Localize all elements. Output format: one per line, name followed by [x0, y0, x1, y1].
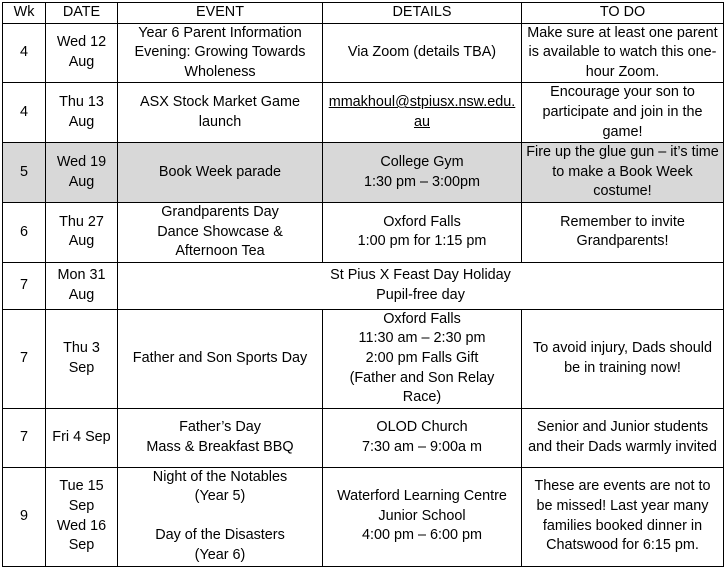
event-line: (Year 6) [194, 547, 246, 564]
cell-event [118, 467, 323, 566]
email-link[interactable]: mmakhoul@stpiusx.nsw.edu.au [328, 94, 516, 130]
event-line: Father’s Day [179, 419, 261, 436]
details-line: 2:00 pm Falls Gift [365, 349, 479, 366]
details-line: 4:00 pm – 6:00 pm [362, 527, 482, 544]
cell-date: Fri 4 Sep [46, 408, 118, 467]
event-line: Father and Son Sports Day [132, 349, 308, 366]
cell-details [323, 202, 522, 262]
date-line: Tue 15 Sep [59, 478, 104, 515]
event-line: Book Week parade [158, 163, 282, 180]
cell-wk: 6 [3, 202, 46, 262]
details-line: Junior School [378, 507, 466, 524]
event-line: Grandparents Day [161, 203, 279, 220]
event-line: Day of the Disasters [155, 527, 285, 544]
event-line: Evening: Growing Towards [134, 44, 306, 61]
cell-date: Thu 13 Aug [46, 83, 118, 143]
cell-date: Mon 31 Aug [46, 262, 118, 309]
details-line: 7:30 am – 9:00a m [362, 438, 482, 455]
cell-todo: Encourage your son to participate and join in the game! [522, 83, 724, 143]
table-row [3, 143, 724, 203]
spacer [121, 507, 319, 527]
cell-details [323, 143, 522, 203]
cell-date [46, 467, 118, 566]
cell-todo: To avoid injury, Dads should be in training now! [522, 309, 724, 408]
event-line: ASX Stock Market Game [140, 94, 300, 111]
date-line: Wed 16 Sep [56, 517, 107, 554]
details-line: Oxford Falls [383, 310, 461, 327]
details-line: Via Zoom (details TBA) [347, 44, 497, 61]
event-line: Night of the Notables [152, 468, 288, 485]
header-event: EVENT [118, 3, 323, 24]
table-row [3, 23, 724, 83]
table-row [3, 202, 724, 262]
cell-todo: Senior and Junior students and their Dads warmly invited [522, 408, 724, 467]
details-line: 1:00 pm for 1:15 pm [357, 233, 487, 250]
cell-wk: 7 [3, 262, 46, 309]
cell-details [323, 408, 522, 467]
cell-details [323, 83, 522, 143]
cell-todo: Fire up the glue gun – it’s time to make a Book Week costume! [522, 143, 724, 203]
cell-todo: These are events are not to be missed! Last year many families booked dinner in Chatswood for 6:15 pm. [522, 467, 724, 566]
table-row [3, 467, 724, 566]
cell-event [118, 309, 323, 408]
cell-date: Wed 19 Aug [46, 143, 118, 203]
details-line: 11:30 am – 2:30 pm [358, 330, 486, 347]
merged-line: St Pius X Feast Day Holiday [330, 267, 511, 284]
cell-event [118, 408, 323, 467]
event-line: launch [198, 113, 242, 130]
cell-details [323, 467, 522, 566]
details-line: Oxford Falls [383, 213, 461, 230]
cell-date: Thu 3 Sep [46, 309, 118, 408]
cell-todo: Remember to invite Grandparents! [522, 202, 724, 262]
cell-wk: 7 [3, 408, 46, 467]
header-details: DETAILS [323, 3, 522, 24]
event-line: Mass & Breakfast BBQ [146, 438, 294, 455]
cell-wk: 7 [3, 309, 46, 408]
cell-details [323, 23, 522, 83]
cell-event [118, 143, 323, 203]
table-row [3, 309, 724, 408]
cell-date: Thu 27 Aug [46, 202, 118, 262]
cell-wk: 5 [3, 143, 46, 203]
details-line: Race) [402, 389, 442, 406]
header-row [3, 3, 724, 24]
cell-details [323, 309, 522, 408]
table-row [3, 262, 724, 309]
header-date: DATE [46, 3, 118, 24]
table-row [3, 83, 724, 143]
details-line: Waterford Learning Centre [337, 488, 507, 505]
events-table [2, 2, 724, 567]
cell-date: Wed 12 Aug [46, 23, 118, 83]
cell-event [118, 83, 323, 143]
details-line: College Gym [380, 153, 464, 170]
header-todo: TO DO [522, 3, 724, 24]
event-line: Dance Showcase & [157, 223, 283, 240]
cell-merged-note [118, 262, 724, 309]
cell-wk: 9 [3, 467, 46, 566]
cell-event [118, 23, 323, 83]
cell-event [118, 202, 323, 262]
event-line: Year 6 Parent Information [138, 24, 302, 41]
cell-todo: Make sure at least one parent is available to watch this one-hour Zoom. [522, 23, 724, 83]
details-line: 1:30 pm – 3:00pm [364, 173, 480, 190]
details-line: (Father and Son Relay [349, 369, 495, 386]
table-row [3, 408, 724, 467]
event-line: (Year 5) [194, 488, 246, 505]
event-line: Afternoon Tea [175, 243, 265, 260]
header-wk: Wk [3, 3, 46, 24]
cell-wk: 4 [3, 83, 46, 143]
event-line: Wholeness [184, 63, 256, 80]
details-line: OLOD Church [376, 419, 468, 436]
merged-line: Pupil-free day [376, 286, 465, 303]
cell-wk: 4 [3, 23, 46, 83]
